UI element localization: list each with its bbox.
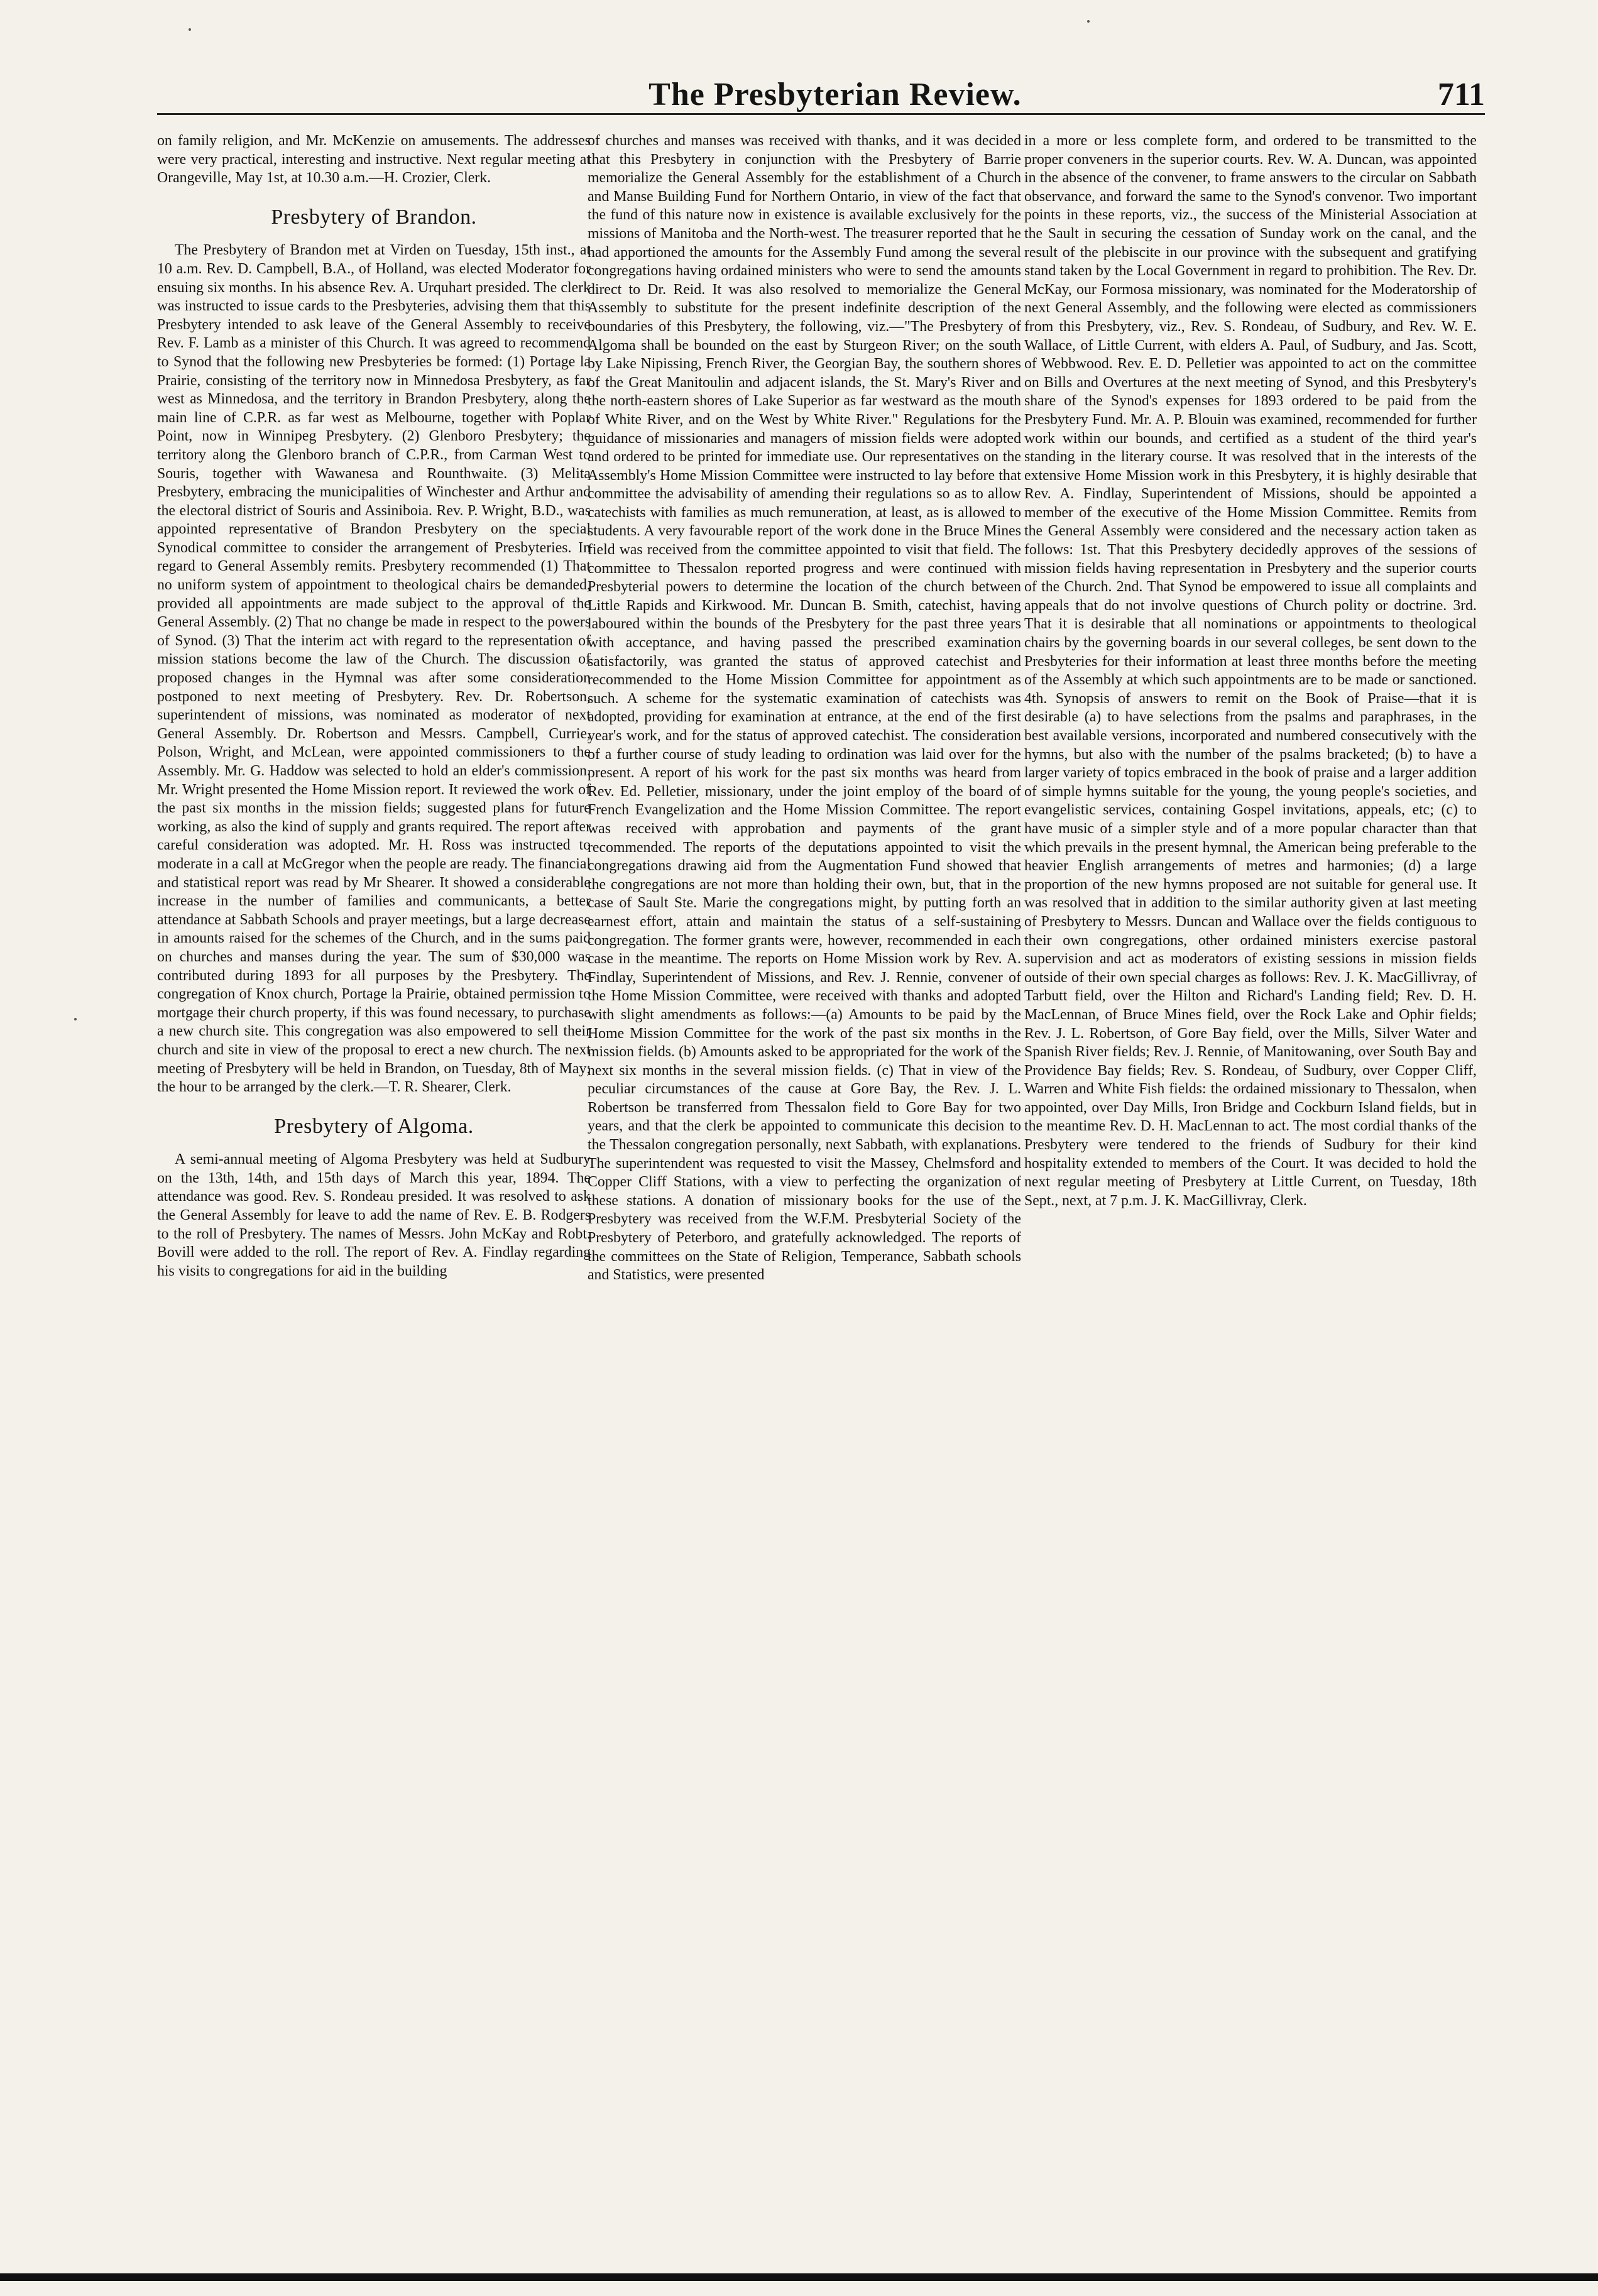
section-heading-brandon: Presbytery of Brandon. bbox=[271, 205, 477, 229]
section-heading-algoma: Presbytery of Algoma. bbox=[274, 1114, 474, 1138]
paragraph: The Presbytery of Brandon met at Virden on Tuesday, 15th inst., at 10 a.m. Rev. D. Campbell, B.A., of Holland, was elected Moderator for ensuing six months. In his absence Rev. A. Urquhart presided. The clerk was instructed to issue cards to the Presbyteries, advising them that this Presbytery intended to ask leave of the General Assembly to receive Rev. F. Lamb as a minister of this Church. It was agreed to recommend to Synod that the following new Presbyteries be formed: (1) Portage la Prairie, consisting of the territory now in Minnedosa Presbytery, as far west as Minnedosa, and the territory in Brandon Presbytery, along the main line of C.P.R. as far west as Melbourne, together with Poplar Point, now in Winnipeg Presbytery. (2) Glenboro Presbytery; the territory along the Glenboro branch of C.P.R., from Carman West to Souris, together with Wawanesa and Rounthwaite. (3) Melita Presbytery, embracing the municipalities of Winchester and Arthur and the electoral district of Souris and Assiniboia. Rev. P. Wright, B.D., was appointed representative of Brandon Presbytery on the special Synodical committee to consider the arrangement of Presbyteries. In regard to General Assembly remits. Presbytery recommended (1) That no uniform system of appointment to theological chairs be demanded, provided all appointments are made subject to the approval of the General Assembly. (2) That no change be made in respect to the powers of Synod. (3) That the interim act with regard to the representation of mission stations become the law of the Church. The discussion of proposed changes in the Hymnal was after some consideration postponed to next meeting of Presbytery. Rev. Dr. Robertson, superintendent of missions, was nominated as moderator of next General Assembly. Dr. Robertson and Messrs. Campbell, Currie, Polson, Wright, and McLean, were appointed commissioners to the Assembly. Mr. G. Haddow was selected to hold an elder's commission. Mr. Wright presented the Home Mission report. It reviewed the work of the past six months in the mission fields; suggested plans for future working, as also the kind of supply and grants required. The report after careful consideration was adopted. Mr. H. Ross was instructed to moderate in a call at McGregor when the people are ready. The financial and statistical report was read by Mr Shearer. It showed a considerable increase in the number of families and communicants, a better attendance at Sabbath Schools and prayer meetings, but a large decrease in amounts raised for the schemes of the Church, and in the sums paid on churches and manses during the year. The sum of $30,000 was contributed during 1893 for all purposes by the Presbytery. The congregation of Knox church, Portage la Prairie, obtained permission to mortgage their church property, if this was found necessary, to purchase a new church site. This congregation was also empowered to sell their church and site in view of the proposal to erect a new church. The next meeting of Presbytery will be held in Brandon, on Tuesday, 8th of May; the hour to be arranged by the clerk.—T. R. Shearer, Clerk. bbox=[157, 242, 591, 1096]
column-1 bbox=[157, 132, 591, 2168]
page-number: 711 bbox=[1437, 77, 1485, 112]
scan-speck bbox=[1087, 20, 1090, 23]
column-2 bbox=[588, 132, 1021, 2168]
bottom-border bbox=[0, 2273, 1598, 2281]
paragraph: on family religion, and Mr. McKenzie on amusements. The addresses were very practical, interesting and instructive. Next regular meeting at Orangeville, May 1st, at 10.30 a.m.—H. Crozier, Clerk. bbox=[157, 133, 591, 187]
page-header bbox=[157, 63, 1485, 115]
paragraph: in a more or less complete form, and ordered to be transmitted to the proper conveners in the superior courts. Rev. W. A. Duncan, was appointed in the absence of the convener, to frame answers to the circular on Sabbath observance, and forward the same to the Synod's convenor. Two important points in these reports, viz., the success of the Ministerial Association at the Sault in securing the cessation of Sunday work on the canal, and the result of the plebiscite in our province with the subsequent and gratifying stand taken by the Local Government in regard to prohibition. The Rev. Dr. McKay, our Formosa missionary, was nominated for the Moderatorship of next General Assembly, and the following were elected as commissioners from this Presbytery, viz., Rev. S. Rondeau, of Sudbury, and Rev. W. E. Wallace, of Little Current, with elders A. Paul, of Sudbury, and Jas. Scott, of Webbwood. Rev. E. D. Pelletier was appointed to act on the committee on Bills and Overtures at the next meeting of Synod, and this Presbytery's share of the Synod's expenses for 1893 ordered to be paid from the Presbytery Fund. Mr. A. P. Blouin was examined, recommended for further work within our bounds, and certified as a student of the third year's standing in the literary course. It was resolved that in the interests of the extensive Home Mission work in this Presbytery, it is highly desirable that Rev. A. Findlay, Superintendent of Missions, should be appointed a member of the executive of the Home Mission Committee. Remits from the General Assembly were considered and the necessary action taken as follows: 1st. That this Presbytery decidedly approves of the sessions of mission fields having representation in Presbytery and the superior courts of the Church. 2nd. That Synod be empowered to issue all complaints and appeals that do not involve questions of Church polity or doctrine. 3rd. That it is desirable that all nominations or appointments to theological chairs by the governing boards in our several colleges, be sent down to the Presbyteries for their information at least three months before the meeting of the Assembly at which such appointments are to be made or sanctioned. 4th. Synopsis of answers to remit on the Book of Praise—that it is desirable (a) to have selections from the psalms and paraphrases, in the best available versions, incorporated and numbered consecutively with the hymns, but also with the number of the psalms bracketed; (b) to have a larger variety of topics embraced in the book of praise and a larger addition of simple hymns suitable for the young, the young people's societies, and evangelistic services, containing Gospel invitations, appeals, etc; (c) to have music of a simpler style and of a more popular character than that which prevails in the present hymnal, the American being preferable to the heavier English arrangements of metres and harmonies; (d) a large proportion of the new hymns proposed are not suitable for general use. It was resolved that in addition to the similar authority given at last meeting of Presbytery to Messrs. Duncan and Wallace over the fields contiguous to their own congregations, other ordained ministers exercise pastoral supervision and act as moderators of existing sessions in mission fields outside of their own special charges as follows: Rev. J. K. MacGillivray, of Tarbutt field, over the Hilton and Richard's Landing field; Rev. D. H. MacLennan, of Bruce Mines field, over the Rock Lake and Ophir fields; Rev. J. L. Robertson, of Gore Bay field, over the Mills, Silver Water and Spanish River fields; Rev. J. Rennie, of Manitowaning, over South Bay and Providence Bay fields; Rev. S. Rondeau, of Sudbury, over Copper Cliff, Warren and White Fish fields: the ordained missionary to Thessalon, when appointed, over Day Mills, Iron Bridge and Cockburn Island fields, but in the meantime Rev. D. H. MacLennan to act. The most cordial thanks of the Presbytery were tendered to the friends of Sudbury for their kind hospitality extended to members of the Court. It was decided to hold the next regular meeting of Presbytery at Little Current, on Tuesday, 18th Sept., next, at 7 p.m. J. K. MacGillivray, Clerk. bbox=[1024, 133, 1477, 1209]
scan-speck bbox=[189, 28, 191, 31]
paragraph: of churches and manses was received with thanks, and it was decided that this Presbytery in conjunction with the Presbytery of Barrie memorialize the General Assembly for the establishment of a Church and Manse Building Fund for Northern Ontario, in view of the fact that the fund of this nature now in existence is available exclusively for the missions of Manitoba and the North-west. The treasurer reported that he had apportioned the amounts for the Assembly Fund among the several congregations having ordained ministers who were to send the amounts direct to Dr. Reid. It was also resolved to memorialize the General Assembly to substitute for the present indefinite description of the boundaries of this Presbytery, the following, viz.—"The Presbytery of Algoma shall be bounded on the east by Sturgeon River; on the south by Lake Nipissing, French River, the Georgian Bay, the southern shores of the Great Manitoulin and adjacent islands, the St. Mary's River and the north-eastern shores of Lake Superior as far westward as the mouth of White River, and on the West by White River." Regulations for the guidance of missionaries and managers of mission fields were adopted and ordered to be printed for immediate use. Our representatives on the Assembly's Home Mission Committee were instructed to lay before that committee the advisability of amending their regulations so as to allow catechists with families as much remuneration, at least, as is allowed to students. A very favourable report of the work done in the Bruce Mines field was received from the committee appointed to visit that field. The committee to Thessalon reported progress and were continued with Presbyterial powers to determine the location of the church between Little Rapids and Kirkwood. Mr. Duncan B. Smith, catechist, having laboured within the bounds of the Presbytery for the past three years with acceptance, and having passed the prescribed examination satisfactorily, was granted the status of approved catechist and recommended to the Home Mission Committee for appointment as such. A scheme for the systematic examination of catechists was adopted, providing for examination at entrance, at the end of the first year's work, and for the status of approved catechist. The consideration of a further course of study leading to ordination was laid over for the present. A report of his work for the past six months was heard from Rev. Ed. Pelletier, missionary, under the joint employ of the board of French Evangelization and the Home Mission Committee. The report was received with approbation and payments of the grant recommended. The reports of the deputations appointed to visit the congregations drawing aid from the Augmentation Fund showed that the congregations are not more than holding their own, but, that in the case of Sault Ste. Marie the congregations might, by putting forth an earnest effort, attain and maintain the status of a self-sustaining congregation. The former grants were, however, recommended in each case in the meantime. The reports on Home Mission work by Rev. A. Findlay, Superintendent of Missions, and Rev. J. Rennie, convener of the Home Mission Committee, were received with thanks and adopted with slight amendments as follows:—(a) Amounts to be paid by the Home Mission Committee for the work of the past six months in the mission fields. (b) Amounts asked to be appropriated for the work of the next six months in the several mission fields. (c) That in view of the peculiar circumstances of the cause at Gore Bay, the Rev. J. L. Robertson be transferred from Thessalon field to Gore Bay for two years, and that the clerk be appointed to communicate this decision to the Thessalon congregation personally, next Sabbath, with explanations. The superintendent was requested to visit the Massey, Chelmsford and Copper Cliff Stations, with a view to perfecting the organization of these stations. A donation of missionary books for the use of the Presbytery was received from the W.F.M. Presbyterial Society of the Presbytery of Peterboro, and gratefully acknowledged. The reports of the committees on the State of Religion, Temperance, Sabbath schools and Statistics, were presented bbox=[588, 133, 1021, 1284]
column-3 bbox=[1024, 132, 1477, 2168]
journal-title: The Presbyterian Review. bbox=[649, 77, 1022, 112]
paragraph: A semi-annual meeting of Algoma Presbytery was held at Sudbury on the 13th, 14th, and 15th days of March this year, 1894. The attendance was good. Rev. S. Rondeau presided. It was resolved to ask the General Assembly for leave to add the name of Rev. E. B. Rodgers to the roll of Presbytery. The names of Messrs. John McKay and Robt. Bovill were added to the roll. The report of Rev. A. Findlay regarding his visits to congregations for aid in the building bbox=[157, 1151, 591, 1279]
scan-speck bbox=[74, 1018, 77, 1020]
